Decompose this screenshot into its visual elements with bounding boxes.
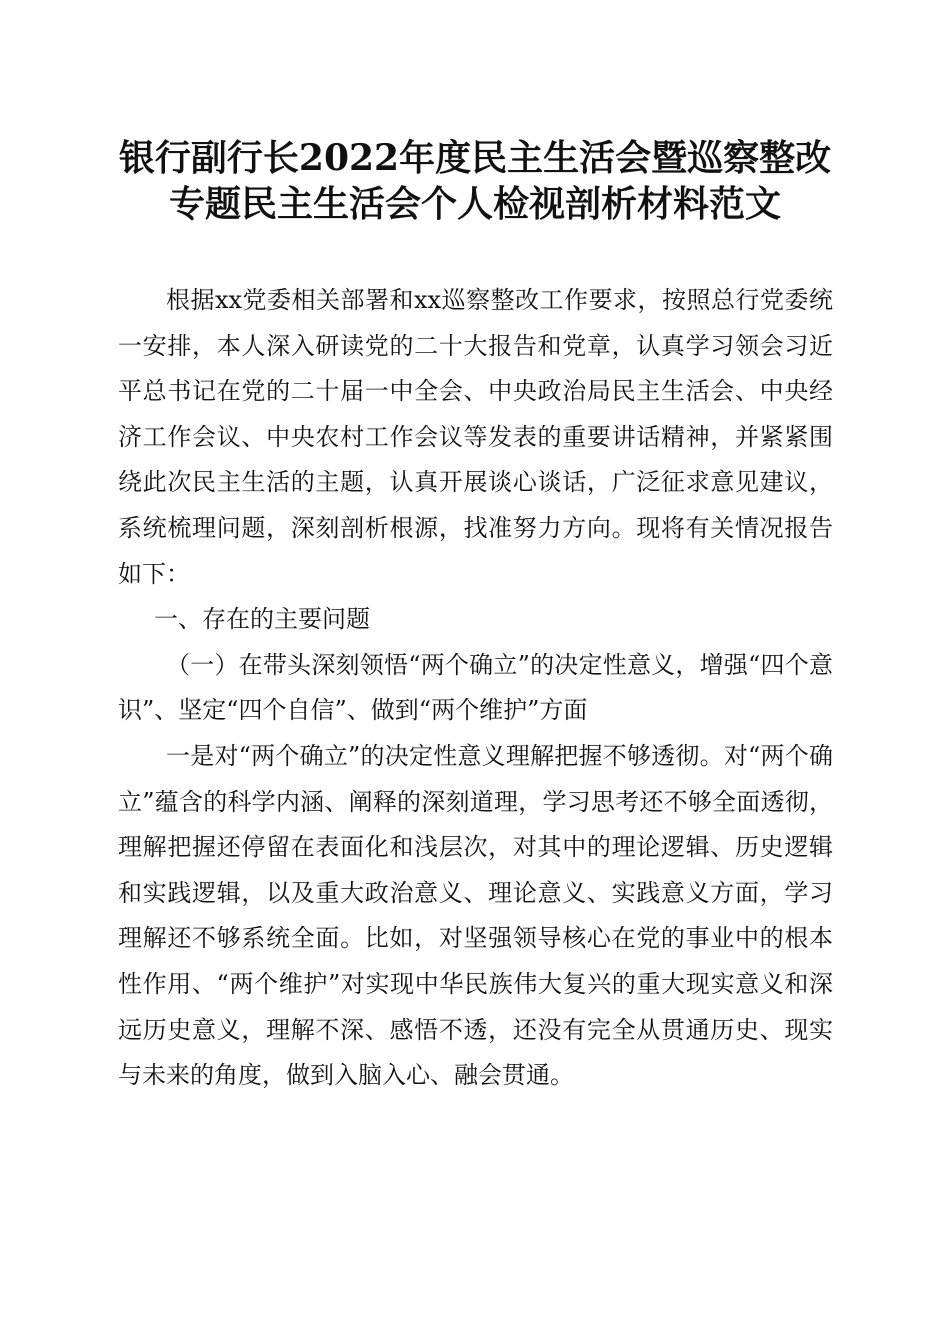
document-body <box>118 278 833 1099</box>
point-paragraph: 一是对“两个确立”的决定性意义理解把握不够透彻。对“两个确立”蕴含的科学内涵、阐释的深刻道理，学习思考还不够全面透彻，理解把握还停留在表面化和浅层次，对其中的理论逻辑、历史逻辑和实践逻辑，以及重大政治意义、理论意义、实践意义方面，学习理解还不够系统全面。比如，对坚强领导核心在党的事业中的根本性作用、“两个维护”对实现中华民族伟大复兴的重大现实意义和深远历史意义，理解不深、感悟不透，还没有完全从贯通历史、现实与未来的角度，做到入脑入心、融会贯通。 <box>118 741 833 1090</box>
document-title-line-1: 银行副行长2022年度民主生活会暨巡察整改 <box>118 137 832 179</box>
intro-paragraph: 根据xx党委相关部署和xx巡察整改工作要求，按照总行党委统一安排，本人深入研读党的二十大报告和党章，认真学习领会习近平总书记在党的二十届一中全会、中央政治局民主生活会、中央经济工作会议、中央农村工作会议等发表的重要讲话精神，并紧紧围绕此次民主生活的主题，认真开展谈心谈话，广泛征求意见建议，系统梳理问题，深刻剖析根源，找准努力方向。现将有关情况报告如下： <box>118 286 833 588</box>
subsection-heading: （一）在带头深刻领悟“两个确立”的决定性意义，增强“四个意识”、坚定“四个自信”、做到“两个维护”方面 <box>118 650 833 725</box>
document-title-line-2: 专题民主生活会个人检视剖析材料范文 <box>168 183 781 225</box>
section-heading: 一、存在的主要问题 <box>154 605 370 634</box>
